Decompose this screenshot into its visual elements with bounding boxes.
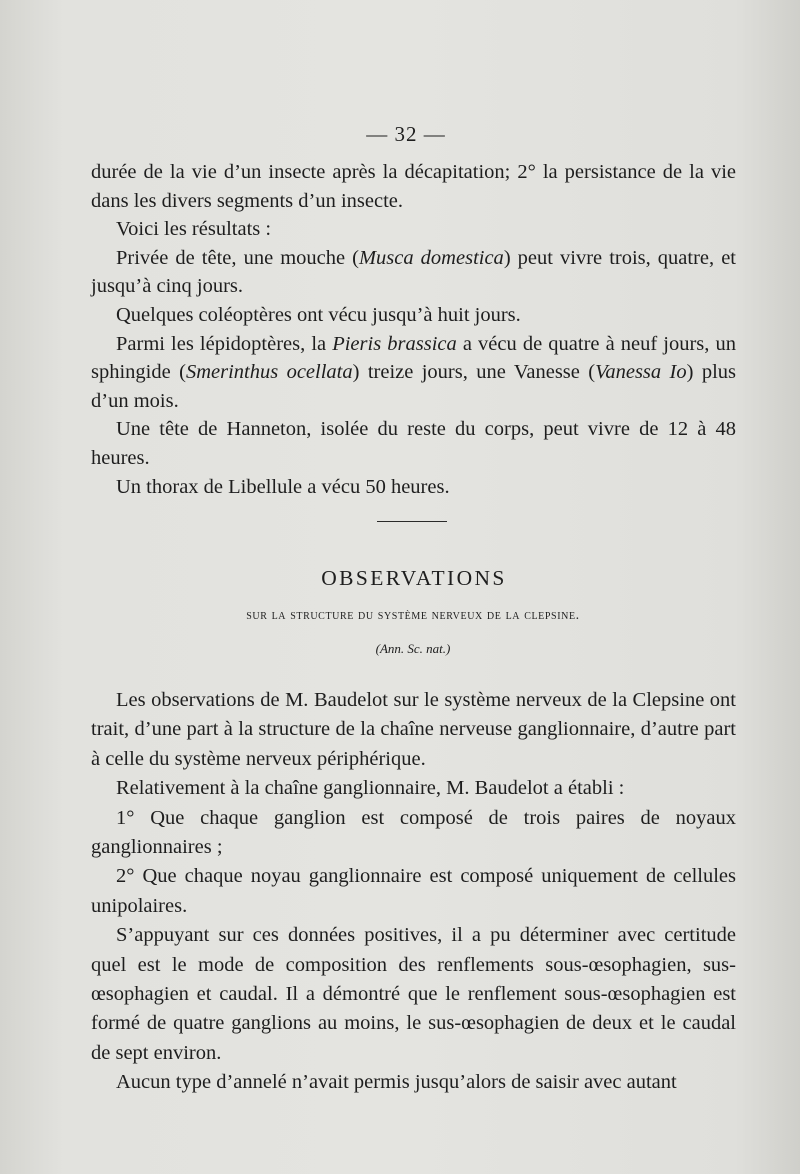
source-reference: (Ann. Sc. nat.) [375, 641, 451, 656]
paragraph: Aucun type d’annelé n’avait permis jusqu’alors de saisir avec autant [116, 1071, 677, 1094]
species-name: Musca domestica [358, 246, 504, 269]
paragraph: S’appuyant sur ces données positives, il a pu déterminer avec certitude quel est le mode de composition des renflements sous-œsophagien, sus-œsophagien et caudal. Il a démontré que le renflement sous-œsophagien est formé de quatre ganglions au moins, le sus-œsophagien de deux et le caudal de sept environ. [91, 924, 736, 1064]
paragraph: 2° Que chaque noyau ganglionnaire est composé uniquement de cellules unipolaires. [91, 865, 736, 917]
species-name: Smerinthus ocellata [185, 361, 353, 384]
paragraph: 1° Que chaque ganglion est composé de trois paires de noyaux ganglionnaires ; [91, 806, 736, 859]
species-name: Vanessa Io [595, 361, 687, 384]
paragraph: Relativement à la chaîne ganglionnaire, M. Baudelot a établi : [116, 777, 625, 800]
paragraph: Voici les résultats : [116, 218, 272, 241]
paragraph: Une tête de Hanneton, isolée du reste du corps, peut vivre de 12 à 48 heures. [91, 418, 736, 469]
paragraph: Les observations de M. Baudelot sur le système nerveux de la Clepsine ont trait, d’une part à la structure de la chaîne nerveuse ganglionnaire, d’autre part à celle du système nerveux périphérique. [91, 689, 736, 770]
section-2-body [91, 686, 736, 1098]
section-1-body [91, 158, 736, 501]
section-subtitle: sur la structure du système nerveux de la clepsine. [246, 608, 580, 623]
species-name: Pieris brassica [332, 332, 457, 355]
paragraph: Parmi les lépidoptères, la Pieris brassica a vécu de quatre à neuf jours, un sphingide (Smerinthus ocellata) treize jours, une Vanesse (Vanessa Io) plus d’un mois. [91, 332, 737, 412]
section-title: OBSERVATIONS [321, 566, 507, 590]
paragraph: Quelques coléoptères ont vécu jusqu’à huit jours. [116, 303, 521, 326]
section-divider [377, 521, 447, 522]
paragraph: Privée de tête, une mouche (Musca domestica) peut vivre trois, quatre, et jusqu’à cinq jours. [91, 246, 736, 298]
paragraph: Un thorax de Libellule a vécu 50 heures. [116, 475, 450, 498]
paragraph: durée de la vie d’un insecte après la décapitation; 2° la persistance de la vie dans les divers segments d’un insecte. [91, 161, 736, 212]
page-number: — 32 — [366, 122, 446, 146]
